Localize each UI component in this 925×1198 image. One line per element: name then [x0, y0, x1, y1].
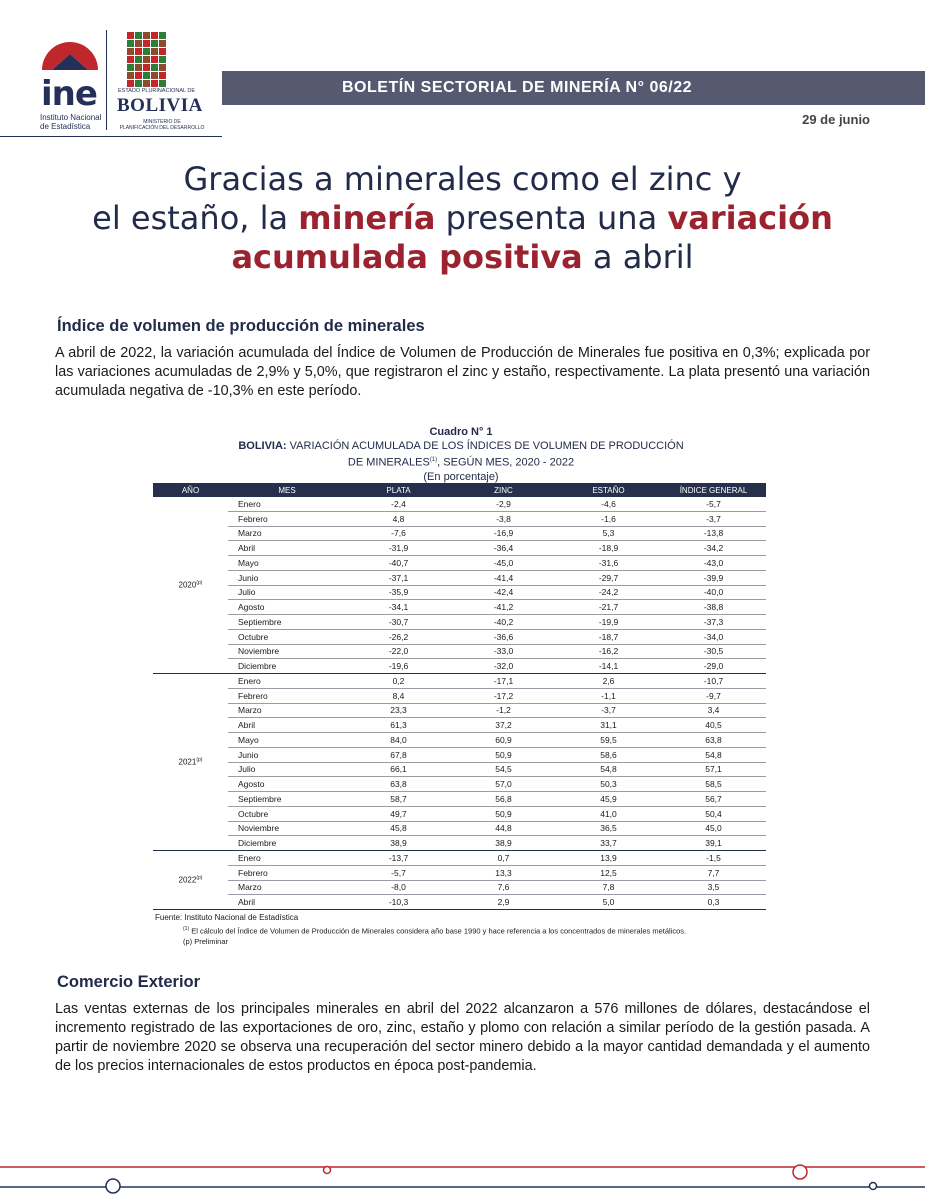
general-index-cell: -3,7 — [661, 511, 766, 526]
general-index-cell: 3,4 — [661, 703, 766, 718]
table-row — [153, 511, 766, 526]
zinc-cell: 57,0 — [451, 777, 556, 792]
month-cell: Febrero — [228, 688, 346, 703]
table-row — [153, 541, 766, 556]
month-cell: Marzo — [228, 880, 346, 895]
general-index-cell: 57,1 — [661, 762, 766, 777]
general-index-cell: 39,1 — [661, 836, 766, 851]
silver-cell: 45,8 — [346, 821, 451, 836]
tin-cell: 50,3 — [556, 777, 661, 792]
month-cell: Enero — [228, 674, 346, 689]
tin-cell: 41,0 — [556, 806, 661, 821]
header-zinc: ZINC — [451, 483, 556, 497]
silver-cell: -13,7 — [346, 851, 451, 866]
zinc-cell: -41,2 — [451, 600, 556, 615]
zinc-cell: -1,2 — [451, 703, 556, 718]
general-index-cell: -34,0 — [661, 629, 766, 644]
silver-cell: 49,7 — [346, 806, 451, 821]
general-index-cell: -34,2 — [661, 541, 766, 556]
table-row — [153, 865, 766, 880]
ine-subtitle: Instituto Nacional de Estadística — [40, 113, 102, 131]
table-row — [153, 526, 766, 541]
silver-cell: -26,2 — [346, 629, 451, 644]
tin-cell: -1,1 — [556, 688, 661, 703]
general-index-cell: -9,7 — [661, 688, 766, 703]
ministry-label: MINISTERIO DE PLANIFICACIÓN DEL DESARROLLO — [119, 119, 205, 131]
month-cell: Enero — [228, 851, 346, 866]
tin-cell: -14,1 — [556, 659, 661, 674]
zinc-cell: -2,9 — [451, 497, 556, 511]
table-header-row — [153, 483, 766, 497]
silver-cell: -34,1 — [346, 600, 451, 615]
tin-cell: 58,6 — [556, 747, 661, 762]
tin-cell: -4,6 — [556, 497, 661, 511]
section-heading-trade: Comercio Exterior — [57, 973, 201, 991]
tin-cell: 45,9 — [556, 792, 661, 807]
general-index-cell: 45,0 — [661, 821, 766, 836]
month-cell: Agosto — [228, 777, 346, 792]
tin-cell: -3,7 — [556, 703, 661, 718]
tin-cell: -19,9 — [556, 615, 661, 630]
silver-cell: 23,3 — [346, 703, 451, 718]
table-row — [153, 703, 766, 718]
table-row — [153, 747, 766, 762]
silver-cell: 84,0 — [346, 733, 451, 748]
month-cell: Julio — [228, 585, 346, 600]
silver-cell: -22,0 — [346, 644, 451, 659]
table-row — [153, 762, 766, 777]
minerals-variation-table — [153, 483, 766, 910]
footer-ine-icon — [106, 1179, 120, 1193]
general-index-cell: -40,0 — [661, 585, 766, 600]
zinc-cell: -42,4 — [451, 585, 556, 600]
footer-dot-icon — [324, 1167, 331, 1174]
general-index-cell: -13,8 — [661, 526, 766, 541]
page-title: Gracias a minerales como el zinc y el estaño, la minería presenta una variación acumulada positiva a abril — [92, 160, 833, 276]
header-tin: ESTAÑO — [556, 483, 661, 497]
bolivia-wordmark: BOLIVIA — [117, 95, 203, 116]
zinc-cell: 60,9 — [451, 733, 556, 748]
table-row — [153, 556, 766, 571]
tin-cell: 13,9 — [556, 851, 661, 866]
footer-seal-icon — [793, 1165, 807, 1179]
silver-cell: 61,3 — [346, 718, 451, 733]
table-row — [153, 600, 766, 615]
silver-cell: -8,0 — [346, 880, 451, 895]
month-cell: Febrero — [228, 865, 346, 880]
tin-cell: -21,7 — [556, 600, 661, 615]
tin-cell: 36,5 — [556, 821, 661, 836]
general-index-cell: -38,8 — [661, 600, 766, 615]
month-cell: Abril — [228, 718, 346, 733]
month-cell: Marzo — [228, 703, 346, 718]
silver-cell: 0,2 — [346, 674, 451, 689]
table-row — [153, 570, 766, 585]
table-row — [153, 718, 766, 733]
zinc-cell: 37,2 — [451, 718, 556, 733]
year-cell: 2022$^{(p)}$ — [153, 851, 228, 910]
table-notes — [155, 913, 686, 947]
bolivia-state-label: ESTADO PLURINACIONAL DE — [118, 88, 196, 94]
header-divider — [106, 30, 107, 130]
general-index-cell: -30,5 — [661, 644, 766, 659]
silver-cell: 67,8 — [346, 747, 451, 762]
tin-cell: -31,6 — [556, 556, 661, 571]
silver-cell: 63,8 — [346, 777, 451, 792]
zinc-cell: 44,8 — [451, 821, 556, 836]
zinc-cell: -40,2 — [451, 615, 556, 630]
header-general-index: ÍNDICE GENERAL — [661, 483, 766, 497]
zinc-cell: -36,4 — [451, 541, 556, 556]
tin-cell: 54,8 — [556, 762, 661, 777]
table-row — [153, 644, 766, 659]
zinc-cell: 2,9 — [451, 895, 556, 910]
month-cell: Octubre — [228, 629, 346, 644]
table-row — [153, 659, 766, 674]
tin-cell: 31,1 — [556, 718, 661, 733]
zinc-cell: -33,0 — [451, 644, 556, 659]
month-cell: Agosto — [228, 600, 346, 615]
section-paragraph-trade: Las ventas externas de los principales minerales en abril del 2022 alcanzaron a 576 millones de dólares, destacándose el incremento registrado de las exportaciones de oro, zinc, estaño y plomo con relación a similar período de la gestión pasada. A partir de noviembre 2020 se observa una recuperación del sector minero debido a la mayor cantidad demandada y el aumento de los precios internacionales de estos productos en época post-pandemia. — [55, 1001, 870, 1074]
general-index-cell: -43,0 — [661, 556, 766, 571]
silver-cell: -37,1 — [346, 570, 451, 585]
zinc-cell: 38,9 — [451, 836, 556, 851]
silver-cell: -35,9 — [346, 585, 451, 600]
month-cell: Noviembre — [228, 644, 346, 659]
table-caption: Cuadro N° 1 BOLIVIA: VARIACIÓN ACUMULADA DE LOS ÍNDICES DE VOLUMEN DE PRODUCCIÓN DE MINERALES$^{(1)}$, SEGÚN MES, 2020 - 2022 (En porcentaje) — [238, 426, 684, 483]
month-cell: Diciembre — [228, 659, 346, 674]
zinc-cell: 54,5 — [451, 762, 556, 777]
month-cell: Junio — [228, 570, 346, 585]
footer-dot-icon — [870, 1183, 877, 1190]
tin-cell: -18,7 — [556, 629, 661, 644]
table-row — [153, 880, 766, 895]
tin-cell: -18,9 — [556, 541, 661, 556]
month-cell: Julio — [228, 762, 346, 777]
table-row — [153, 806, 766, 821]
year-cell: 2021$^{(p)}$ — [153, 674, 228, 851]
zinc-cell: -3,8 — [451, 511, 556, 526]
month-cell: Abril — [228, 541, 346, 556]
zinc-cell: 50,9 — [451, 747, 556, 762]
month-cell: Junio — [228, 747, 346, 762]
tin-cell: 5,3 — [556, 526, 661, 541]
month-cell: Marzo — [228, 526, 346, 541]
zinc-cell: 50,9 — [451, 806, 556, 821]
general-index-cell: 40,5 — [661, 718, 766, 733]
tin-cell: 2,6 — [556, 674, 661, 689]
table-note-1: $^{(1)}$ El cálculo del Índice de Volumen de Producción de Minerales considera año base 1990 y hace referencia a los concentrados de minerales metálicos. — [183, 925, 687, 935]
month-cell: Enero — [228, 497, 346, 511]
silver-cell: 8,4 — [346, 688, 451, 703]
header-year: AÑO — [153, 483, 228, 497]
general-index-cell: 50,4 — [661, 806, 766, 821]
month-cell: Mayo — [228, 556, 346, 571]
zinc-cell: -17,2 — [451, 688, 556, 703]
tin-cell: -1,6 — [556, 511, 661, 526]
bolivia-emblem-icon — [127, 32, 167, 88]
header-silver: PLATA — [346, 483, 451, 497]
month-cell: Septiembre — [228, 792, 346, 807]
table-row — [153, 688, 766, 703]
table-row — [153, 615, 766, 630]
silver-cell: -19,6 — [346, 659, 451, 674]
table-row — [153, 792, 766, 807]
table-row — [153, 674, 766, 689]
zinc-cell: -36,6 — [451, 629, 556, 644]
silver-cell: -7,6 — [346, 526, 451, 541]
table-row — [153, 585, 766, 600]
tin-cell: 12,5 — [556, 865, 661, 880]
zinc-cell: -41,4 — [451, 570, 556, 585]
silver-cell: -5,7 — [346, 865, 451, 880]
year-cell: 2020$^{(p)}$ — [153, 497, 228, 674]
silver-cell: 4,8 — [346, 511, 451, 526]
header-month: MES — [228, 483, 346, 497]
table-row — [153, 629, 766, 644]
silver-cell: 66,1 — [346, 762, 451, 777]
general-index-cell: 0,3 — [661, 895, 766, 910]
tin-cell: 7,8 — [556, 880, 661, 895]
table-note-preliminary: (p) Preliminar — [183, 936, 229, 946]
month-cell: Abril — [228, 895, 346, 910]
table-row — [153, 777, 766, 792]
tin-cell: 5,0 — [556, 895, 661, 910]
tin-cell: 33,7 — [556, 836, 661, 851]
general-index-cell: -10,7 — [661, 674, 766, 689]
silver-cell: -40,7 — [346, 556, 451, 571]
ine-wordmark: ine — [41, 74, 97, 114]
month-cell: Diciembre — [228, 836, 346, 851]
table-row — [153, 821, 766, 836]
general-index-cell: -1,5 — [661, 851, 766, 866]
tin-cell: -16,2 — [556, 644, 661, 659]
bulletin-banner: BOLETÍN SECTORIAL DE MINERÍA N° 06/22 — [222, 71, 925, 105]
table-row — [153, 851, 766, 866]
general-index-cell: -37,3 — [661, 615, 766, 630]
silver-cell: -31,9 — [346, 541, 451, 556]
table-row — [153, 733, 766, 748]
general-index-cell: 56,7 — [661, 792, 766, 807]
month-cell: Mayo — [228, 733, 346, 748]
general-index-cell: 7,7 — [661, 865, 766, 880]
general-index-cell: 54,8 — [661, 747, 766, 762]
zinc-cell: -16,9 — [451, 526, 556, 541]
silver-cell: -10,3 — [346, 895, 451, 910]
general-index-cell: 58,5 — [661, 777, 766, 792]
zinc-cell: -32,0 — [451, 659, 556, 674]
zinc-cell: 7,6 — [451, 880, 556, 895]
section-paragraph-production: A abril de 2022, la variación acumulada del Índice de Volumen de Producción de Minerales fue positiva en 0,3%; explicada por las variaciones acumuladas de 2,9% y 5,0%, que registraron el zinc y estaño, respectivamente. La plata presentó una variación acumulada negativa de -10,3% en este período. — [55, 345, 870, 399]
month-cell: Febrero — [228, 511, 346, 526]
section-heading-production: Índice de volumen de producción de minerales — [57, 317, 425, 335]
header-underline — [0, 136, 222, 137]
zinc-cell: -45,0 — [451, 556, 556, 571]
table-row — [153, 836, 766, 851]
general-index-cell: 63,8 — [661, 733, 766, 748]
zinc-cell: 56,8 — [451, 792, 556, 807]
month-cell: Octubre — [228, 806, 346, 821]
tin-cell: -29,7 — [556, 570, 661, 585]
table-source: Fuente: Instituto Nacional de Estadística — [155, 913, 299, 922]
footer-decoration — [0, 1150, 925, 1198]
table-row — [153, 497, 766, 511]
general-index-cell: -5,7 — [661, 497, 766, 511]
silver-cell: -2,4 — [346, 497, 451, 511]
table-row — [153, 895, 766, 910]
zinc-cell: 13,3 — [451, 865, 556, 880]
month-cell: Septiembre — [228, 615, 346, 630]
tin-cell: -24,2 — [556, 585, 661, 600]
publication-date: 29 de junio — [802, 112, 870, 127]
zinc-cell: 0,7 — [451, 851, 556, 866]
silver-cell: -30,7 — [346, 615, 451, 630]
general-index-cell: 3,5 — [661, 880, 766, 895]
zinc-cell: -17,1 — [451, 674, 556, 689]
general-index-cell: -29,0 — [661, 659, 766, 674]
month-cell: Noviembre — [228, 821, 346, 836]
general-index-cell: -39,9 — [661, 570, 766, 585]
tin-cell: 59,5 — [556, 733, 661, 748]
silver-cell: 58,7 — [346, 792, 451, 807]
silver-cell: 38,9 — [346, 836, 451, 851]
